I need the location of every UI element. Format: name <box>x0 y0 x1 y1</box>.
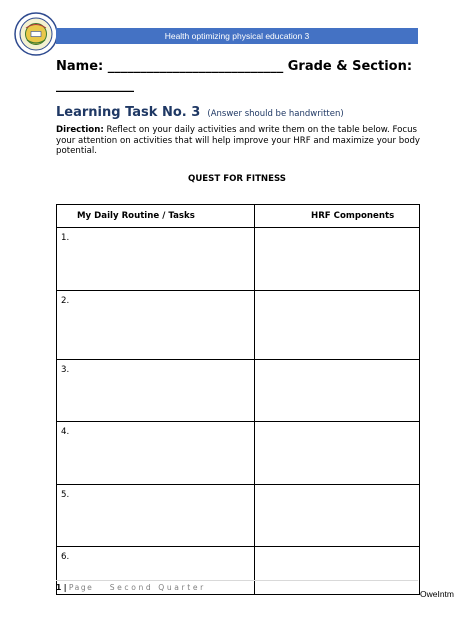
table-header-row <box>57 205 420 228</box>
routine-cell[interactable]: 2. <box>57 291 255 360</box>
routine-cell[interactable]: 5. <box>57 485 255 547</box>
activity-table <box>56 204 420 595</box>
routine-cell[interactable]: 4. <box>57 422 255 485</box>
subject-banner: Health optimizing physical education 3 <box>56 28 418 44</box>
hrf-cell[interactable] <box>255 485 420 547</box>
table-row <box>57 291 420 360</box>
name-grade-section-line: Name: ___________________________ Grade & Section: ____________ <box>56 59 413 93</box>
task-title: Learning Task No. 3 <box>56 105 201 120</box>
direction-text: Reflect on your daily activities and write them on the table below. Focus your attention on activities that will help improve your HRF and maximize your body potential. <box>56 125 421 156</box>
routine-cell[interactable]: 1. <box>57 228 255 291</box>
school-seal-logo <box>14 12 58 56</box>
hrf-cell[interactable] <box>255 291 420 360</box>
table-row <box>57 228 420 291</box>
table-row <box>57 422 420 485</box>
footer-separator: | <box>63 583 67 592</box>
routine-cell[interactable]: 6. <box>57 547 255 595</box>
table-row <box>57 485 420 547</box>
table-row <box>57 360 420 422</box>
routine-cell[interactable]: 3. <box>57 360 255 422</box>
column-header-routine: My Daily Routine / Tasks <box>57 205 255 228</box>
direction-label: Direction: <box>56 125 104 135</box>
task-note: (Answer should be handwritten) <box>207 109 344 119</box>
hrf-cell[interactable] <box>255 422 420 485</box>
page-number: 1 <box>56 583 62 592</box>
task-heading <box>56 101 344 120</box>
hrf-cell[interactable] <box>255 228 420 291</box>
direction-paragraph <box>56 125 422 157</box>
hrf-cell[interactable] <box>255 360 420 422</box>
quarter-label: Second Quarter <box>109 583 206 592</box>
footer-divider <box>56 580 418 581</box>
page-footer <box>56 583 206 592</box>
signature-text: OweIntm <box>419 589 454 599</box>
hrf-cell[interactable] <box>255 547 420 595</box>
page-word: Page <box>68 583 94 592</box>
quest-title: QUEST FOR FITNESS <box>188 174 286 184</box>
column-header-hrf: HRF Components <box>255 205 420 228</box>
